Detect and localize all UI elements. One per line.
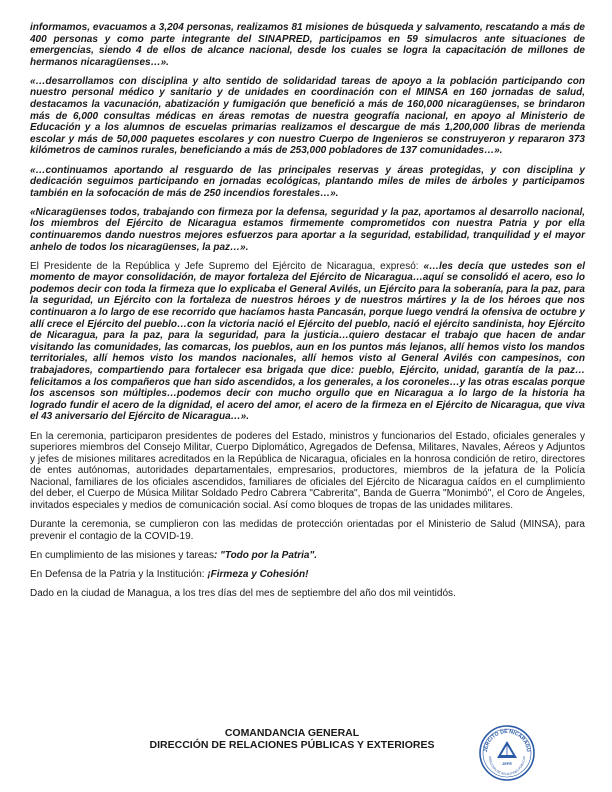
paragraph-motto-firmeza xyxy=(30,569,585,581)
paragraph-ceremony-attendees: En la ceremonia, participaron presidentes de poderes del Estado, ministros y funcionarios del Estado, oficiales generales y superiores miembros del Consejo Militar, Cuerpo Diplomático, Agregados de Defensa, Militares, Navales, Aéreos y Adjuntos y jefes de misiones militares acreditados en la República de Nicaragua, oficiales en la honrosa condición de retiro, directores de entes autónomas, autoridades departamentales, empresarios, productores, miembros de la jefatura de la Policía Nacional, familiares de los oficiales ascendidos, familiares de oficiales del Ejército de Nicaragua caídos en el cumplimiento del deber, el Cuerpo de Música Militar Soldado Pedro Cabrera "Cabrerita", Banda de Guerra "Monimbó", el Coro de Ángeles, invitados especiales y medios de comunicación social. Así como bloques de tropas de las unidades militares. xyxy=(30,430,585,512)
paragraph-covid-measures: Durante la ceremonia, se cumplieron con las medidas de protección orientadas por el Ministerio de Salud (MINSA), para prevenir el contagio de la COVID-19. xyxy=(30,519,585,542)
signature-text xyxy=(112,727,472,751)
signature-block xyxy=(0,718,612,778)
signature-line-directorate: DIRECCIÓN DE RELACIONES PÚBLICAS Y EXTERIORES xyxy=(149,739,435,751)
seal-center-text: JEFE xyxy=(501,761,513,766)
paragraph-protected-areas: «…continuamos aportando al resguardo de las principales reservas y áreas protegidas, y con disciplina y dedicación seguimos participando en jornadas ecológicas, plantando miles de miles de árboles y participamos también en la sofocación de más de 250 incendios forestales…». xyxy=(30,164,585,199)
army-seal-icon xyxy=(478,724,536,782)
paragraph-defense-security-peace: «Nicaragüenses todos, trabajando con firmeza por la defensa, seguridad y la paz, aportamos al desarrollo nacional, los miembros del Ejército de Nicaragua estamos firmemente comprometidos con nuestra Patria y por ella continuaremos dando nuestros mejores esfuerzos para aportar a la seguridad, estabilidad, tranquilidad y el mayor anhelo de todos los nicaragüenses, la paz…». xyxy=(30,206,585,253)
president-speech-intro: El Presidente de la República y Jefe Supremo del Ejército de Nicaragua, expresó: xyxy=(30,260,424,272)
seal-top-text: JÉRCITO DE NICARAGU xyxy=(482,728,532,753)
seal-bottom-text: DIRECCIÓN DE RELACIONES PÚBLICAS xyxy=(487,756,527,777)
document-body xyxy=(30,22,585,607)
motto-firmeza-quote: ¡Firmeza y Cohesión! xyxy=(207,568,309,580)
signature-line-command: COMANDANCIA GENERAL xyxy=(224,727,360,739)
paragraph-motto-patria xyxy=(30,550,585,562)
paragraph-date-place: Dado en la ciudad de Managua, a los tres días del mes de septiembre del año dos mil veintidós. xyxy=(30,588,456,600)
motto-firmeza-intro: En Defensa de la Patria y la Institución: xyxy=(30,568,208,580)
motto-patria-intro: En cumplimiento de las misiones y tareas xyxy=(30,549,214,561)
paragraph-report-evacuations: informamos, evacuamos a 3,204 personas, realizamos 81 misiones de búsqueda y salvamento, rescatando a más de 400 personas y como parte integrante del SINAPRED, participamos en 59 simulacros ante situaciones de emergencias, siendo 4 de ellos de alcance nacional, desde los cuales se logra la capacitación de millones de hermanos nicaragüenses…». xyxy=(30,22,585,68)
paragraph-solidarity-tasks: «…desarrollamos con disciplina y alto sentido de solidaridad tareas de apoyo a la población participando con nuestro personal médico y sanitario y de unidades en coordinación con el MINSA en 160 jornadas de salud, destacamos la vacunación, abatización y fumigación que benefició a más de 160,000 nicaragüenses, se brindaron más de 6,000 consultas médicas en áreas remotas de nuestra geografía nacional, en apoyo al Ministerio de Educación y a los alumnos de escuelas primarias realizamos el descargue de más 1,200,000 libras de merienda escolar y más de 50,000 paquetes escolares y con nuestro Cuerpo de Ingenieros se construyeron y repararon 373 kilómetros de caminos rurales, beneficiando a más de 253,000 pobladores de 137 comunidades…». xyxy=(30,75,585,157)
motto-patria-quote: : "Todo por la Patria". xyxy=(213,549,317,561)
paragraph-president-speech xyxy=(30,261,585,423)
president-speech-quote: «…les decía que ustedes son el momento de mayor consolidación, de mayor fortaleza del Ejército de Nicaragua…aquí se consolidó el acero, eso lo podemos decir con toda la firmeza que lo explicaba el General Avilés, un Ejército para la soberanía, para la paz, para la seguridad, un Ejército con la fortaleza de nuestros héroes y de nuestros mártires y la de los héroes que nos continuaron a lo largo de ese recorrido que hacíamos hasta Pancasán, porque luego vendrá la ofensiva de octubre y allí crece el Ejército del pueblo…con la victoria nació el Ejército del pueblo, nació el ejército sandinista, hoy Ejército de Nicaragua, para la paz, para la seguridad, para la justicia…quiero destacar el trabajo que hacen de andar visitando las comunidades, las comarcas, los pueblos, aun en los puntos más lejanos, allí hemos visto los mandos territoriales, allí hemos visto los mandos nacionales, allí hemos visto al General Avilés con campesinos, con trabajadores, compartiendo para fortalecer esa brigada que dice: pueblo, Ejército, unidad, garantía de la paz…felicitamos a los compañeros que han sido ascendidos, a los generales, a los coroneles…y las otras escalas porque los ascensos son múltiples…podemos decir con mucho orgullo que en Nicaragua a lo largo de la historia ha logrado fundir el acero de la dignidad, el acero del amor, el acero de la firmeza en el Ejército de Nicaragua, que viva el 43 aniversario del Ejército de Nicaragua…». xyxy=(30,260,585,423)
